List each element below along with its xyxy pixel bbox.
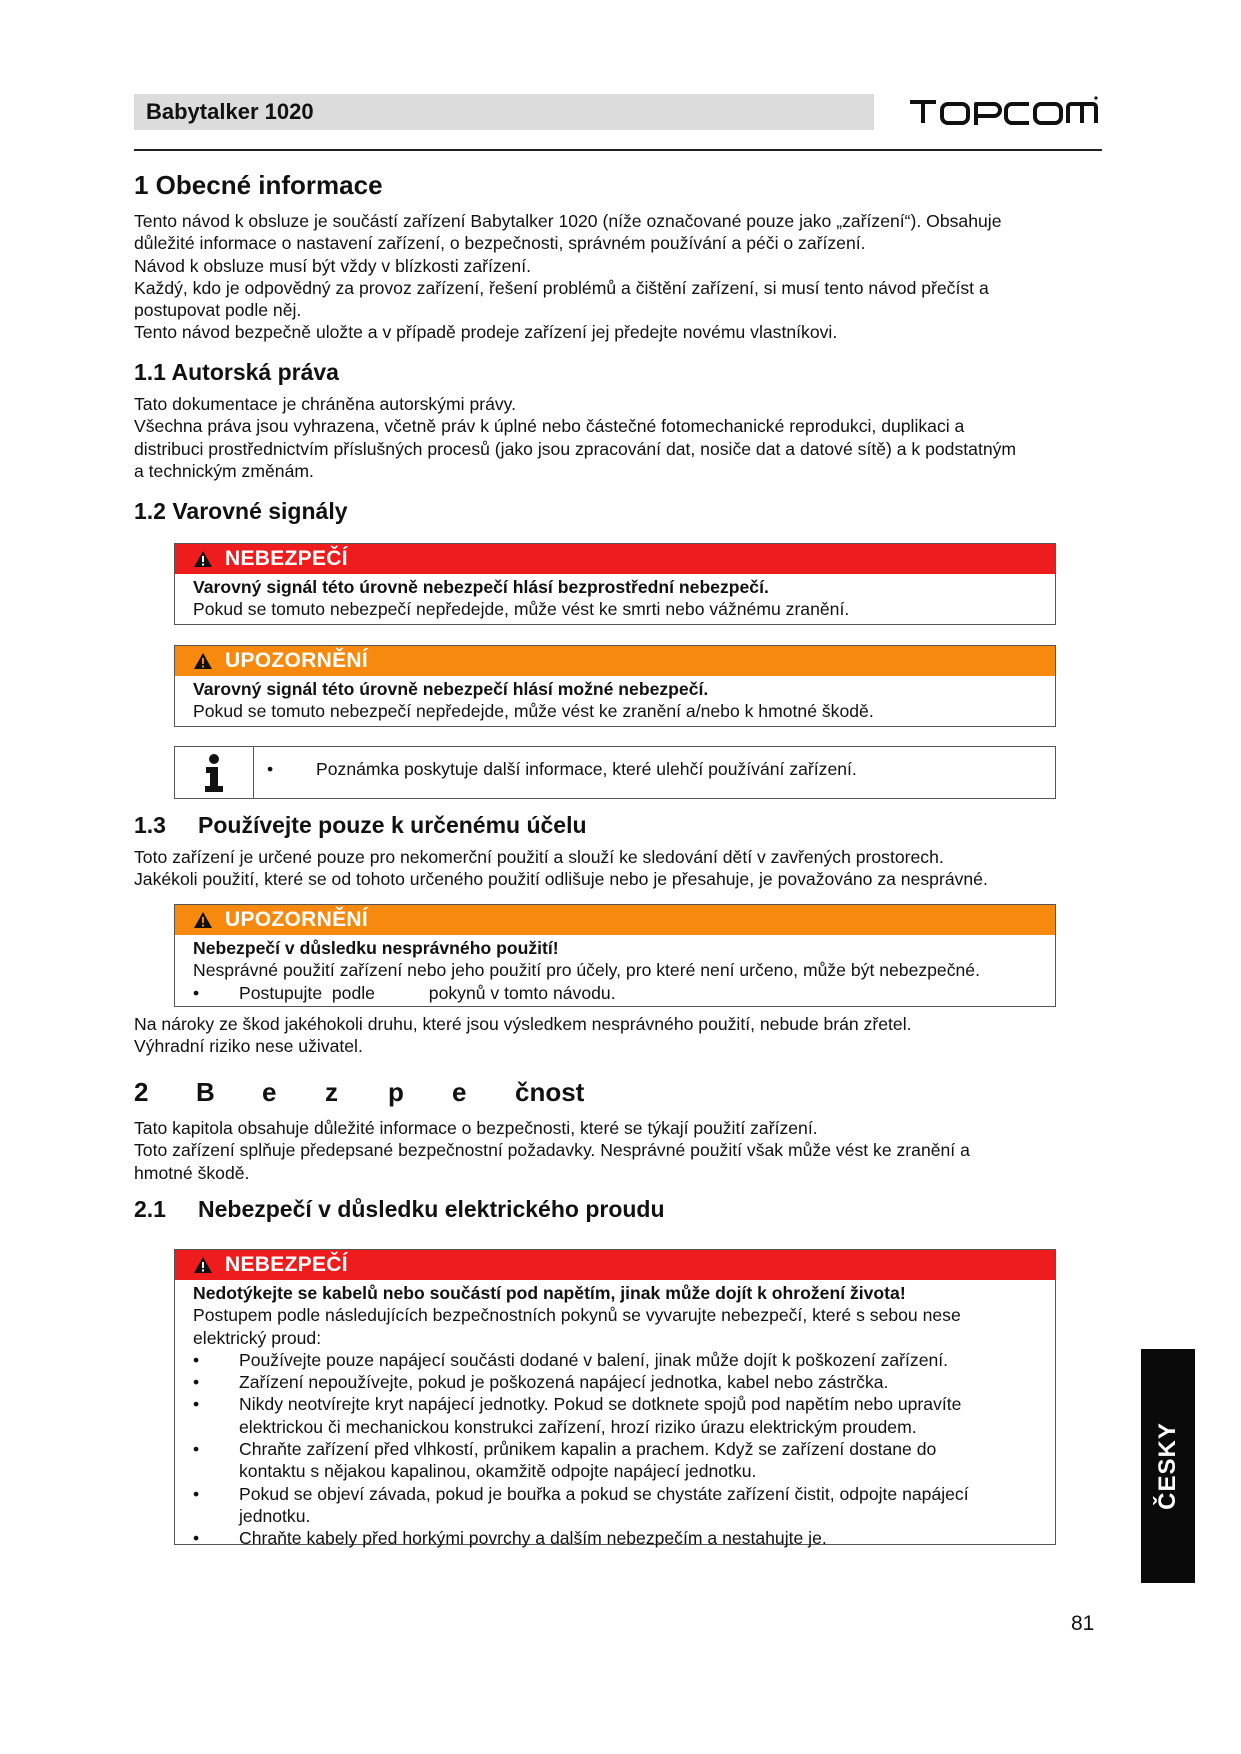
- bullet-dot: •: [193, 1528, 200, 1549]
- warning-bold-text: Nebezpečí v důsledku nesprávného použití!: [193, 938, 559, 958]
- note-text: Poznámka poskytuje další informace, které ulehčí používání zařízení.: [316, 759, 857, 779]
- warning-text: Nesprávné použití zařízení nebo jeho použití pro účely, pro které není určeno, může být nebezpečné.: [193, 960, 980, 981]
- warning-text: Pokud se tomuto nebezpečí nepředejde, může vést ke zranění a/nebo k hmotné škodě.: [193, 701, 874, 722]
- text-line: Tato kapitola obsahuje důležité informace o bezpečnosti, které se týkají použití zařízení.: [134, 1118, 818, 1138]
- section-1-3-title: Používejte pouze k určenému účelu: [198, 812, 587, 838]
- bullet-text: Zařízení nepoužívejte, pokud je poškozená napájecí jednotka, kabel nebo zástrčka.: [239, 1372, 889, 1393]
- warning-box-misuse: [174, 904, 1056, 1007]
- bullet-item: [193, 982, 1041, 1004]
- bullet-item: [193, 1438, 1041, 1483]
- section-2-title-char: B: [196, 1077, 215, 1107]
- section-2-text: [134, 1117, 1094, 1184]
- bullet-dot: •: [193, 1483, 200, 1504]
- danger-bar: [175, 544, 1055, 574]
- bullet-dot: •: [193, 1394, 200, 1415]
- section-1-1-text: [134, 393, 1094, 482]
- warning-label: UPOZORNĚNÍ: [225, 908, 369, 931]
- text-line: a technickým změnám.: [134, 460, 314, 481]
- warning-triangle-icon: [193, 652, 213, 670]
- warning-bar: [175, 905, 1055, 935]
- text-line: postupovat podle něj.: [134, 300, 302, 321]
- warning-triangle-icon: [193, 911, 213, 929]
- bullet-item: [193, 1527, 1041, 1549]
- text-line: Toto zařízení je určené pouze pro nekomerční použití a slouží ke sledování dětí v zavřených prostorech.: [134, 847, 944, 867]
- danger-label: NEBEZPEČÍ: [225, 1253, 348, 1276]
- danger-box-electric: [174, 1249, 1056, 1549]
- bullet-text: Nikdy neotvírejte kryt napájecí jednotky. Pokud se dotknete spojů pod napětím nebo upravíte: [239, 1394, 962, 1415]
- warning-triangle-icon: [193, 1256, 213, 1274]
- bullet-text: Chraňte zařízení před vlhkostí, průnikem kapalin a prachem. Když se zařízení dostane do: [239, 1439, 937, 1460]
- section-2-title-char: e: [262, 1077, 277, 1107]
- text-line: Jakékoli použití, které se od tohoto určeného použití odlišuje nebo je přesahuje, je považováno za nesprávné.: [134, 869, 988, 890]
- bullet-word: pokynů v tomto návodu.: [428, 982, 616, 1003]
- text-line: Toto zařízení splňuje předepsané bezpečnostní požadavky. Nesprávné použití však může vést ke zranění a: [134, 1140, 970, 1161]
- section-1-text: [134, 210, 1094, 344]
- bullet-text: Používejte pouze napájecí součásti dodané v balení, jinak může dojít k poškození zařízení.: [239, 1349, 949, 1370]
- text-line: důležité informace o nastavení zařízení, o bezpečnosti, správném používání a péči o zařízení.: [134, 233, 866, 254]
- info-cell: [175, 747, 254, 798]
- page-number: 81: [1071, 1612, 1095, 1635]
- section-2-title-char: z: [325, 1077, 338, 1107]
- warning-bold-text: Varovný signál této úrovně nebezpečí hlásí možné nebezpečí.: [193, 679, 709, 699]
- bullet-dot: •: [193, 1349, 200, 1370]
- text-line: Všechna práva jsou vyhrazena, včetně práv k úplné nebo částečné fotomechanické reprodukci, duplikaci a: [134, 416, 965, 437]
- danger-intro-line: elektrický proud:: [193, 1327, 322, 1348]
- bullet-item: [193, 1371, 1041, 1393]
- text-line: Na nároky ze škod jakéhokoli druhu, které jsou výsledkem nesprávného použití, nebude brán zřetel.: [134, 1014, 912, 1034]
- header-rule: [134, 149, 1102, 151]
- bullet-text: jednotku.: [239, 1505, 311, 1526]
- bullet-item: [193, 1393, 1041, 1438]
- section-2-1-number: 2.1: [134, 1196, 166, 1222]
- bullet-dot: •: [193, 1372, 200, 1393]
- bullet-dot: •: [193, 982, 200, 1003]
- text-line: Tento návod bezpečně uložte a v případě prodeje zařízení jej předejte novému vlastníkovi.: [134, 322, 838, 343]
- info-icon: [197, 753, 231, 793]
- section-1-3-after: [134, 1013, 1094, 1058]
- danger-box: [174, 543, 1056, 625]
- warning-box: [174, 645, 1056, 727]
- bullet-text: elektrickou či mechanickou konstrukci zařízení, hrozí riziko úrazu elektrickým proudem.: [239, 1416, 917, 1437]
- bullet-dot: •: [193, 1439, 200, 1460]
- danger-bold-text: Nedotýkejte se kabelů nebo součástí pod napětím, jinak může dojít k ohrožení života!: [193, 1283, 906, 1303]
- text-line: distribuci prostřednictvím příslušných procesů (jako jsou zpracování dat, nosiče dat a datové sítě) a k podstatným: [134, 438, 1017, 459]
- bullet-text: Pokud se objeví závada, pokud je bouřka a pokud se chystáte zařízení čistit, odpojte napájecí: [239, 1483, 969, 1504]
- text-line: hmotné škodě.: [134, 1162, 250, 1183]
- section-2-title-char: čnost: [515, 1077, 585, 1107]
- section-2-title-char: e: [452, 1077, 467, 1107]
- warning-triangle-icon: [193, 550, 213, 568]
- section-1-3-number: 1.3: [134, 812, 166, 838]
- text-line: Výhradní riziko nese uživatel.: [134, 1036, 363, 1057]
- text-line: Každý, kdo je odpovědný za provoz zařízení, řešení problémů a čištění zařízení, si musí tento návod přečíst a: [134, 277, 989, 298]
- danger-bold-text: Varovný signál této úrovně nebezpečí hlásí bezprostřední nebezpečí.: [193, 577, 769, 597]
- note-bullet: •: [267, 759, 274, 779]
- language-tab-label: [1141, 1349, 1195, 1583]
- section-1-2-heading: 1.2 Varovné signály: [134, 498, 348, 524]
- section-2-title-char: p: [388, 1077, 404, 1107]
- warning-bar: [175, 646, 1055, 676]
- bullet-item: [193, 1349, 1041, 1371]
- section-1-heading: 1 Obecné informace: [134, 170, 383, 200]
- bullet-word: Postupujte: [239, 982, 323, 1003]
- warning-label: UPOZORNĚNÍ: [225, 649, 369, 672]
- danger-label: NEBEZPEČÍ: [225, 547, 348, 570]
- text-line: Návod k obsluze musí být vždy v blízkosti zařízení.: [134, 255, 531, 276]
- danger-text: Pokud se tomuto nebezpečí nepředejde, může vést ke smrti nebo vážnému zranění.: [193, 599, 850, 620]
- text-line: Tento návod k obsluze je součástí zařízení Babytalker 1020 (níže označované pouze jako „zařízení“). Obsahuje: [134, 211, 1002, 231]
- bullet-text: Chraňte kabely před horkými povrchy a dalším nebezpečím a nestahujte je.: [239, 1528, 827, 1549]
- language-tab-text: ČESKY: [1154, 1422, 1181, 1510]
- section-2-number: 2: [134, 1077, 149, 1107]
- bullet-word: podle: [331, 982, 375, 1003]
- text-line: Tato dokumentace je chráněna autorskými právy.: [134, 394, 517, 414]
- bullet-item: [193, 1483, 1041, 1528]
- section-2-1-title: Nebezpečí v důsledku elektrického proudu: [198, 1196, 665, 1222]
- topcom-logo: [908, 92, 1098, 132]
- section-1-3-text: [134, 846, 1094, 891]
- bullet-text: kontaktu s nějakou kapalinou, okamžitě odpojte napájecí jednotku.: [239, 1461, 757, 1482]
- note-box: [174, 746, 1056, 799]
- danger-bar: [175, 1250, 1055, 1280]
- document-title: Babytalker 1020: [146, 99, 314, 124]
- danger-intro-line: Postupem podle následujících bezpečnostních pokynů se vyvarujte nebezpečí, které s sebou nese: [193, 1305, 961, 1326]
- section-1-1-heading: 1.1 Autorská práva: [134, 359, 339, 385]
